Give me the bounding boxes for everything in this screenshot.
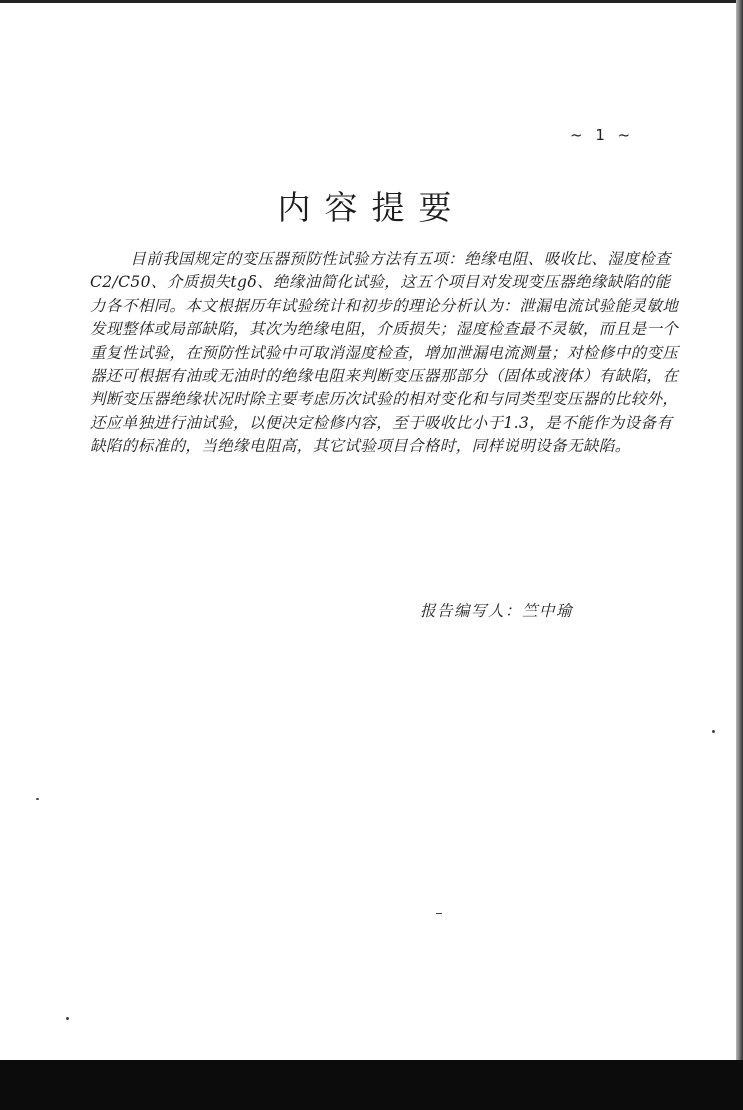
scan-speck (66, 1017, 69, 1020)
abstract-body: 目前我国规定的变压器预防性试验方法有五项：绝缘电阻、吸收比、湿度检查C2/C50、介质损失tgδ、绝缘油简化试验，这五个项目对发现变压器绝缘缺陷的能力各不相同。本文根据历年试验统计和初步的理论分析认为：泄漏电流试验能灵敏地发现整体或局部缺陷，其次为绝缘电阻，介质损失；湿度检查最不灵敏，而且是一个重复性试验，在预防性试验中可取消湿度检查，增加泄漏电流测量；对检修中的变压器还可根据有油或无油时的绝缘电阻来判断变压器那部分（固体或液体）有缺陷，在判断变压器绝缘状况时除主要考虑历次试验的相对变化和与同类型变压器的比较外，还应单独进行油试验，以便决定检修内容，至于吸收比小于1.3，是不能作为设备有缺陷的标准的，当绝缘电阻高，其它试验项目合格时，同样说明设备无缺陷。 (90, 250, 679, 456)
report-author: 报告编写人：竺中瑜 (420, 602, 574, 620)
scan-speck (36, 798, 39, 800)
scan-bottom-edge (0, 1060, 743, 1110)
document-title: 内容提要 (277, 188, 466, 228)
page-number: ~ 1 ~ (570, 126, 635, 144)
scan-speck (712, 730, 715, 733)
scan-top-edge (0, 0, 743, 3)
scan-right-edge (736, 0, 743, 1110)
scan-speck (436, 913, 442, 914)
